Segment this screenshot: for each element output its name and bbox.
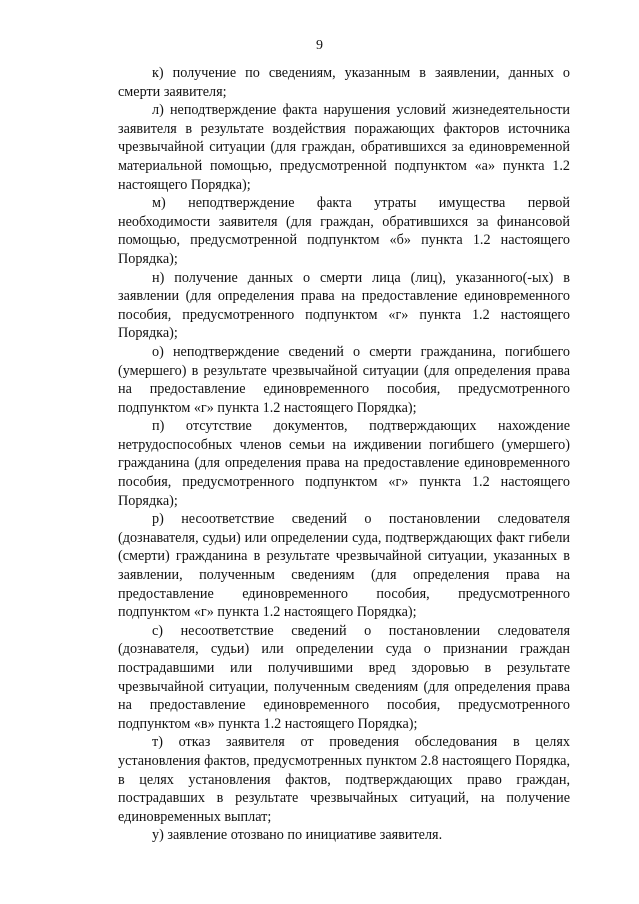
document-body [118, 64, 570, 845]
paragraph-t: т) отказ заявителя от проведения обследования в целях установления фактов, предусмотренных пунктом 2.8 настоящего Порядка, в целях установления фактов, подтверждающих право граждан, пострадавших в результате чрезвычайных ситуаций, на получение единовременных выплат; [118, 734, 570, 825]
page-number: 9 [316, 38, 323, 53]
paragraph-o: о) неподтверждение сведений о смерти гражданина, погибшего (умершего) в результате чрезвычайной ситуации (для определения права на предоставление единовременного пособия, предусмотренного подпунктом «г» пункта 1.2 настоящего Порядка); [118, 343, 570, 416]
paragraph-s: с) несоответствие сведений о постановлении следователя (дознавателя, судьи) или определении суда о признании граждан пострадавшими или получившими вред здоровью в результате чрезвычайной ситуации, полученным сведениям (для определения права на предоставление единовременного пособия, предусмотренного подпунктом «в» пункта 1.2 настоящего Порядка); [118, 622, 570, 732]
paragraph-m: м) неподтверждение факта утраты имущества первой необходимости заявителя (для граждан, обратившихся за финансовой помощью, предусмотренной подпунктом «б» пункта 1.2 настоящего Порядка); [118, 195, 570, 267]
paragraph-u: у) заявление отозвано по инициативе заявителя. [152, 827, 443, 844]
paragraph-l: л) неподтверждение факта нарушения условий жизнедеятельности заявителя в результате воздействия поражающих факторов источника чрезвычайной ситуации (для граждан, обратившихся за единовременной материальной помощью, предусмотренной подпунктом «а» пункта 1.2 настоящего Порядка); [118, 102, 570, 193]
paragraph-n: н) получение данных о смерти лица (лиц), указанного(-ых) в заявлении (для определения права на предоставление единовременного пособия, предусмотренного подпунктом «г» пункта 1.2 настоящего Порядка); [118, 269, 570, 342]
paragraph-k: к) получение по сведениям, указанным в заявлении, данных о смерти заявителя; [118, 65, 570, 100]
paragraph-r: р) несоответствие сведений о постановлении следователя (дознавателя, судьи) или определении суда, подтверждающих факт гибели (смерти) гражданина в результате чрезвычайной ситуации, указанных в заявлении, полученным сведениям (для определения права на предоставление единовременного пособия, предусмотренного подпунктом «г» пункта 1.2 настоящего Порядка); [118, 511, 570, 621]
paragraph-p: п) отсутствие документов, подтверждающих нахождение нетрудоспособных членов семьи на иждивении погибшего (умершего) гражданина (для определения права на предоставление единовременного пособия, предусмотренного подпунктом «г» пункта 1.2 настоящего Порядка); [118, 418, 570, 509]
